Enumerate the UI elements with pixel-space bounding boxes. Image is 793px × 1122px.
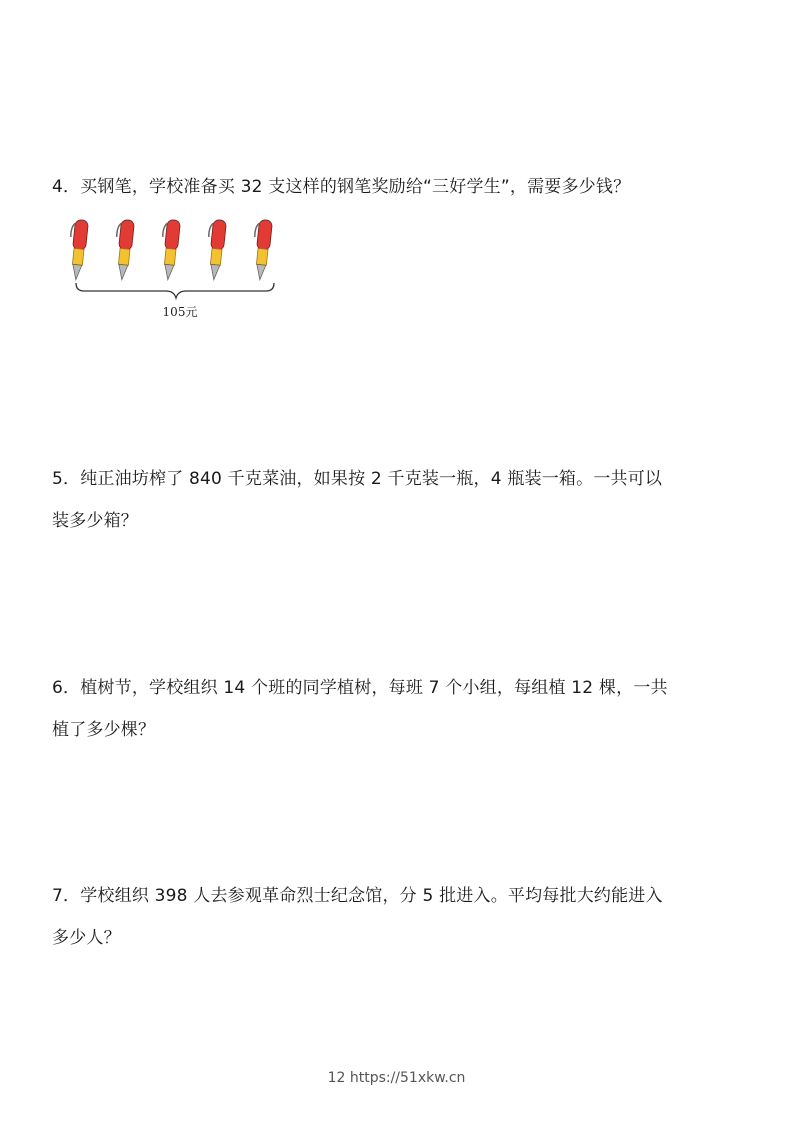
question-5 bbox=[52, 458, 662, 542]
question-5-line-2: 装多少箱？ bbox=[52, 511, 138, 531]
pens-illustration bbox=[70, 216, 290, 306]
question-7-line-2: 多少人？ bbox=[52, 928, 121, 948]
pen-icon bbox=[250, 219, 272, 280]
pen-figure bbox=[70, 216, 290, 326]
question-7 bbox=[52, 875, 663, 959]
pen-icon bbox=[112, 219, 134, 280]
question-6 bbox=[52, 667, 668, 751]
page-footer: 12 https://51xkw.cn bbox=[327, 1070, 466, 1086]
question-5-line-1: 5．纯正油坊榨了 840 千克菜油，如果按 2 千克装一瓶，4 瓶装一箱。一共可以 bbox=[52, 469, 663, 489]
question-6-line-2: 植了多少棵？ bbox=[52, 720, 156, 740]
brace bbox=[76, 283, 274, 298]
pen-icon bbox=[204, 219, 226, 280]
price-caption: 105元 bbox=[162, 305, 198, 319]
question-7-line-1: 7．学校组织 398 人去参观革命烈士纪念馆，分 5 批进入。平均每批大约能进入 bbox=[52, 886, 663, 906]
pen-icon bbox=[70, 219, 89, 280]
pen-icon bbox=[158, 219, 180, 280]
question-4 bbox=[52, 166, 630, 208]
question-6-line-1: 6．植树节，学校组织 14 个班的同学植树，每班 7 个小组，每组植 12 棵，一共 bbox=[52, 678, 668, 698]
question-4-text: 4．买钢笔，学校准备买 32 支这样的钢笔奖励给“三好学生”，需要多少钱？ bbox=[52, 177, 631, 197]
